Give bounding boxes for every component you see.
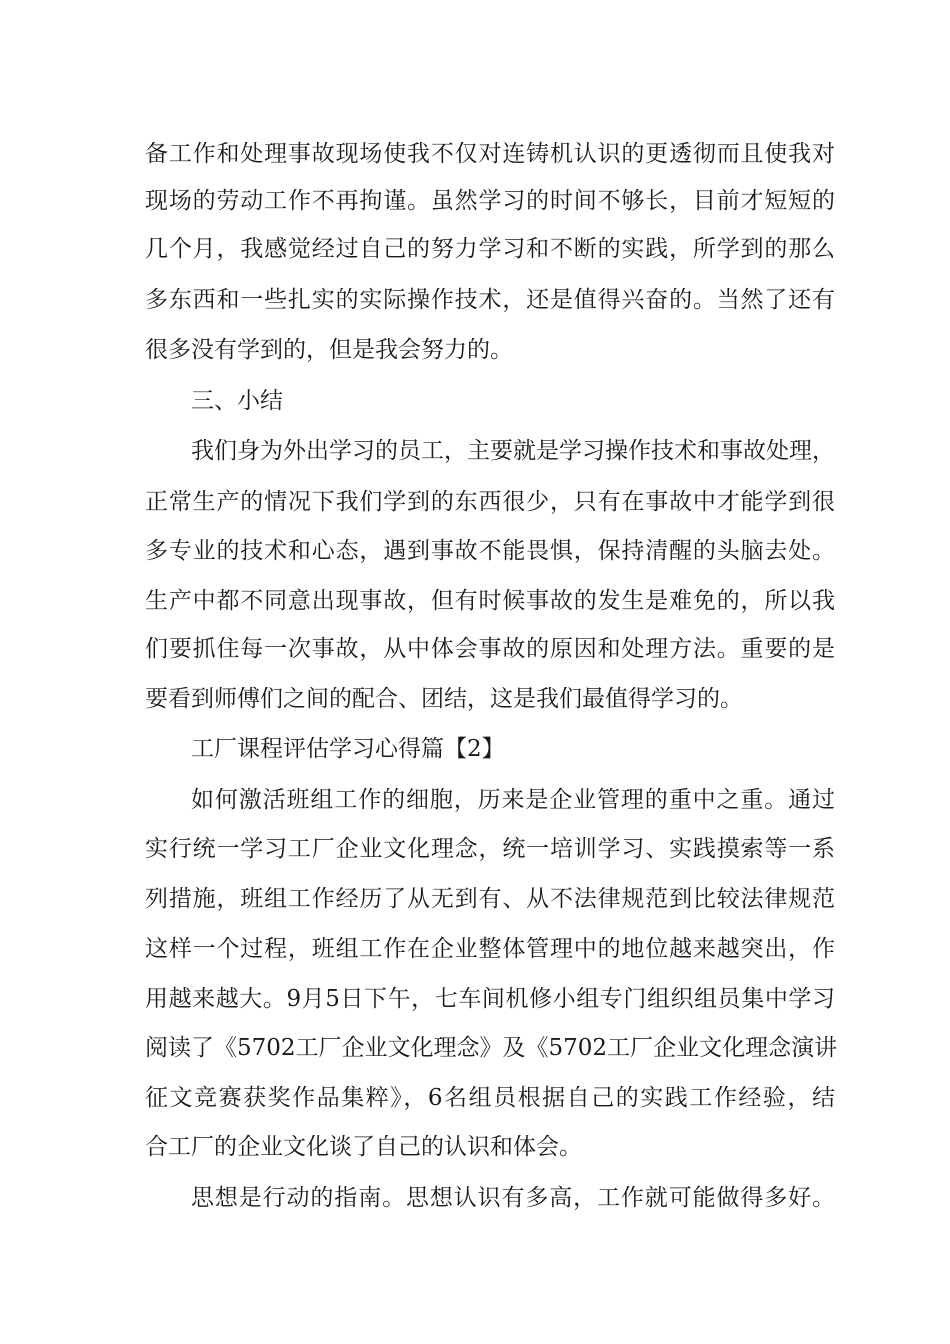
paragraph-line: 征文竞赛获奖作品集粹》，6名组员根据自己的实践工作经验，结: [145, 1085, 835, 1111]
paragraph-line: 这样一个过程，班组工作在企业整体管理中的地位越来越突出，作: [145, 936, 835, 962]
paragraph-line: 几个月，我感觉经过自己的努力学习和不断的实践，所学到的那么: [145, 236, 835, 262]
paragraph-line: 很多没有学到的，但是我会努力的。: [145, 337, 513, 363]
paragraph-line: 现场的劳动工作不再拘谨。虽然学习的时间不够长，目前才短短的: [145, 188, 835, 214]
paragraph-line: 生产中都不同意出现事故，但有时候事故的发生是难免的，所以我: [145, 588, 835, 614]
paragraph-line: 多东西和一些扎实的实际操作技术，还是值得兴奋的。当然了还有: [145, 287, 835, 313]
paragraph-line: 列措施，班组工作经历了从无到有、从不法律规范到比较法律规范: [145, 886, 835, 912]
paragraph-line: 备工作和处理事故现场使我不仅对连铸机认识的更透彻而且使我对: [145, 141, 835, 167]
paragraph-line: 要看到师傅们之间的配合、团结，这是我们最值得学习的。: [145, 686, 743, 712]
paragraph-line: 正常生产的情况下我们学到的东西很少，只有在事故中才能学到很: [145, 489, 835, 515]
paragraph-line: 用越来越大。9月5日下午，七车间机修小组专门组织组员集中学习: [145, 986, 835, 1012]
paragraph-line: 我们身为外出学习的员工，主要就是学习操作技术和事故处理，: [191, 438, 835, 464]
paragraph-line: 思想是行动的指南。思想认识有多高，工作就可能做得多好。: [191, 1185, 835, 1211]
paragraph-line: 如何激活班组工作的细胞，历来是企业管理的重中之重。通过: [191, 787, 835, 813]
paragraph-line: 多专业的技术和心态，遇到事故不能畏惧，保持清醒的头脑去处。: [145, 538, 835, 564]
paragraph-line: 们要抓住每一次事故，从中体会事故的原因和处理方法。重要的是: [145, 636, 835, 662]
paragraph-line: 阅读了《5702工厂企业文化理念》及《5702工厂企业文化理念演讲: [145, 1035, 838, 1061]
paragraph-line: 合工厂的企业文化谈了自己的认识和体会。: [145, 1134, 582, 1160]
paragraph-line: 实行统一学习工厂企业文化理念，统一培训学习、实践摸索等一系: [145, 836, 835, 862]
section-heading: 三、小结: [191, 388, 283, 414]
section-heading: 工厂课程评估学习心得篇【2】: [191, 736, 505, 762]
